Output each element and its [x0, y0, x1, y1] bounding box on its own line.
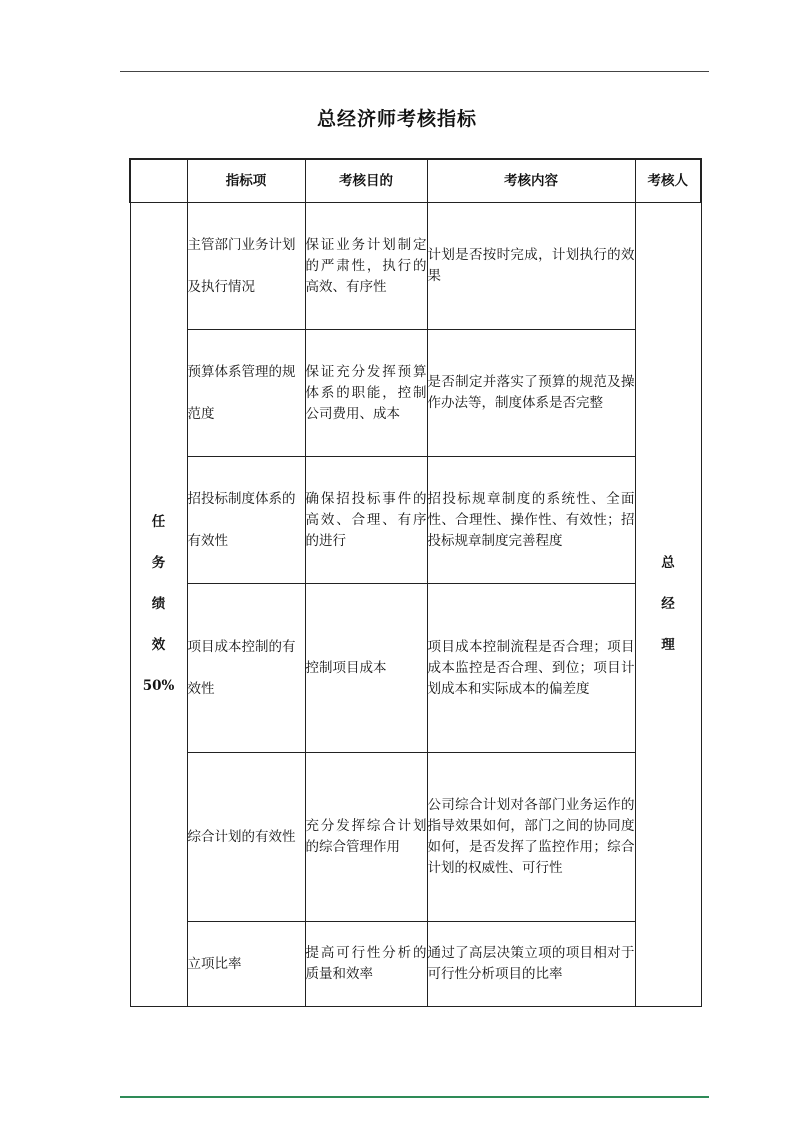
table-row — [130, 922, 701, 1007]
purpose-cell: 确保招投标事件的高效、合理、有序的进行 — [305, 457, 427, 584]
content-cell: 项目成本控制流程是否合理；项目成本监控是否合理、到位；项目计划成本和实际成本的偏差度 — [427, 584, 635, 753]
header-cell-item: 指标项 — [187, 159, 305, 203]
content-cell: 招投标规章制度的系统性、全面性、合理性、操作性、有效性；招投标规章制度完善程度 — [427, 457, 635, 584]
item-cell — [187, 584, 305, 753]
item-text: 主管部门业务计划及执行情况 — [187, 237, 296, 295]
item-text: 综合计划的有效性 — [187, 829, 296, 845]
item-text: 项目成本控制的有效性 — [187, 639, 296, 697]
header-cell-purpose: 考核目的 — [305, 159, 427, 203]
table-row — [130, 330, 701, 457]
item-text: 招投标制度体系的有效性 — [187, 491, 296, 549]
page-title: 总经济师考核指标 — [316, 108, 477, 130]
purpose-cell: 提高可行性分析的质量和效率 — [305, 922, 427, 1007]
header-cell-category — [130, 159, 187, 203]
purpose-cell: 保证充分发挥预算体系的职能，控制公司费用、成本 — [305, 330, 427, 457]
category-char: 任 — [151, 514, 166, 530]
table-header-row — [130, 159, 701, 203]
header-cell-assessor: 考核人 — [635, 159, 701, 203]
purpose-cell: 充分发挥综合计划的综合管理作用 — [305, 753, 427, 922]
assessor-char: 理 — [661, 637, 675, 653]
assessor-cell — [635, 203, 701, 1007]
content-cell: 公司综合计划对各部门业务运作的指导效果如何，部门之间的协同度如何，是否发挥了监控作用；综合计划的权威性、可行性 — [427, 753, 635, 922]
table-row — [130, 457, 701, 584]
purpose-cell: 控制项目成本 — [305, 584, 427, 753]
content-cell: 通过了高层决策立项的项目相对于可行性分析项目的比率 — [427, 922, 635, 1007]
table-row — [130, 753, 701, 922]
header-cell-content: 考核内容 — [427, 159, 635, 203]
item-cell — [187, 330, 305, 457]
table-row — [130, 584, 701, 753]
purpose-cell: 保证业务计划制定的严肃性，执行的高效、有序性 — [305, 203, 427, 330]
assessor-char: 总 — [661, 555, 675, 571]
item-cell — [187, 922, 305, 1007]
item-text: 立项比率 — [187, 956, 242, 972]
category-cell — [130, 203, 187, 1007]
category-char: 效 — [151, 637, 166, 653]
assessor-char: 经 — [661, 596, 675, 612]
item-cell — [187, 457, 305, 584]
item-cell — [187, 753, 305, 922]
item-text: 预算体系管理的规范度 — [187, 364, 296, 422]
header-rule — [120, 71, 709, 72]
content-cell: 计划是否按时完成，计划执行的效果 — [427, 203, 635, 330]
footer-rule — [120, 1096, 709, 1098]
assessment-table — [129, 158, 702, 1007]
item-cell — [187, 203, 305, 330]
category-char: 务 — [151, 555, 166, 571]
category-weight: 50% — [142, 678, 175, 694]
category-char: 绩 — [151, 596, 166, 612]
content-cell: 是否制定并落实了预算的规范及操作办法等，制度体系是否完整 — [427, 330, 635, 457]
table-row — [130, 203, 701, 330]
